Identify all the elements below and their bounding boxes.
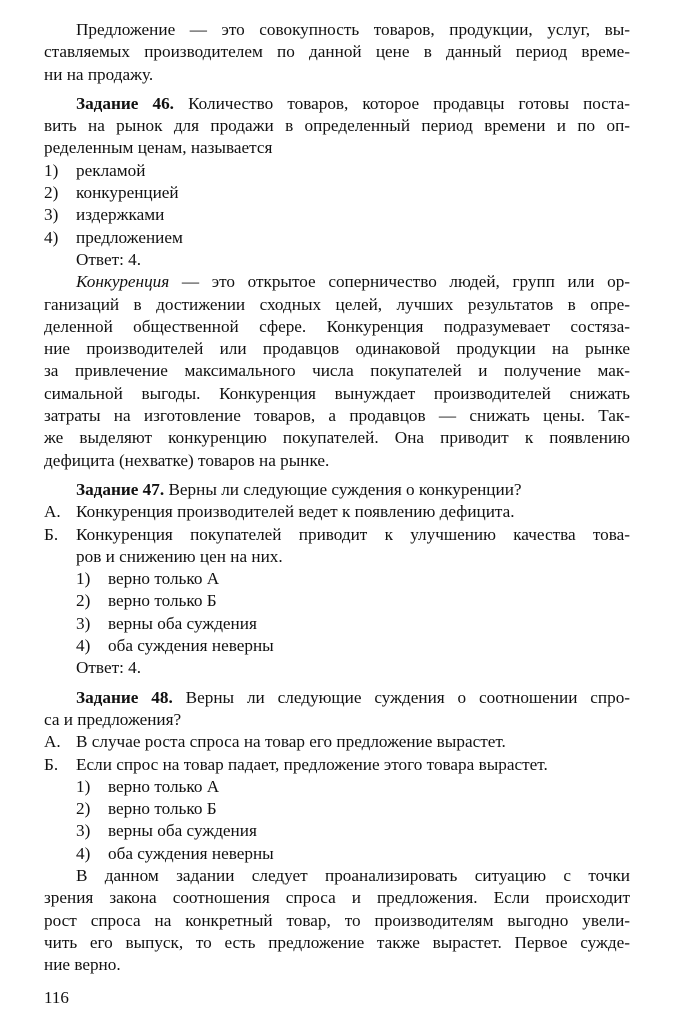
text-line: ганизаций в достижении сходных целей, лучших результатов в опре- — [44, 294, 630, 314]
text-line — [44, 271, 630, 293]
option-number: 3) — [76, 821, 91, 841]
text-line — [44, 93, 630, 115]
option — [44, 204, 630, 226]
option — [44, 635, 630, 657]
option-text: конкуренцией — [76, 183, 179, 203]
answer: Ответ: 4. — [76, 658, 142, 678]
task-title: Задание 46. — [76, 93, 174, 113]
task-text: Количество товаров, которое продавцы готовы поста- — [188, 93, 630, 113]
statement-b — [44, 524, 630, 546]
statement-letter: А. — [44, 502, 61, 522]
statement-text: В случае роста спроса на товар его предложение вырастет. — [76, 732, 506, 752]
statement-letter: Б. — [44, 524, 59, 544]
document-page — [44, 19, 630, 976]
page-number: 116 — [44, 988, 69, 1007]
option — [44, 160, 630, 182]
statement-a — [44, 501, 630, 523]
text-line: же выделяют конкуренцию покупателей. Она приводит к появлению — [44, 428, 630, 448]
option-text: рекламой — [76, 160, 146, 180]
text-line: рост спроса на конкретный товар, то производителям выгодно увели- — [44, 910, 630, 930]
text-line — [44, 479, 630, 501]
text-line: дефицита (нехватке) товаров на рынке. — [44, 450, 330, 470]
option-text: верно только Б — [108, 799, 217, 819]
option — [44, 776, 630, 798]
option-number: 3) — [44, 205, 59, 225]
statement-letter: А. — [44, 732, 61, 752]
option-text: оба суждения неверны — [108, 636, 274, 656]
text-line: чить его выпуск, то есть предложение также вырастет. Первое сужде- — [44, 932, 630, 952]
task-title: Задание 48. — [76, 687, 173, 707]
competition-definition — [44, 271, 630, 472]
option — [44, 820, 630, 842]
text-line: ние производителей или продавцов одинаковой продукции на рынке — [44, 339, 630, 359]
option — [44, 590, 630, 612]
task-46 — [44, 93, 630, 271]
text-line: зрения закона соотношения спроса и предложения. Если происходит — [44, 888, 630, 908]
option — [44, 843, 630, 865]
option-text: оба суждения неверны — [108, 843, 274, 863]
text-line: затраты на изготовление товаров, а продавцов — снижать цены. Так- — [44, 406, 630, 426]
option-number: 2) — [76, 799, 91, 819]
option — [44, 182, 630, 204]
option-text: издержками — [76, 205, 165, 225]
text-line: деленной общественной сфере. Конкуренция подразумевает состяза- — [44, 316, 630, 336]
task-text: Верны ли следующие суждения о конкуренции? — [168, 479, 522, 499]
option-text: верны оба суждения — [108, 613, 257, 633]
task-text: Верны ли следующие суждения о соотношении спро- — [185, 687, 631, 707]
statement-text: Конкуренция производителей ведет к появлению дефицита. — [76, 502, 515, 522]
task-48 — [44, 687, 630, 865]
option-number: 1) — [44, 160, 59, 180]
option — [44, 227, 630, 249]
text-line: симальной выгоды. Конкуренция вынуждает производителей снижать — [44, 383, 630, 403]
text-line: вить на рынок для продажи в определенный период времени и по оп- — [44, 116, 630, 136]
statement-text: Конкуренция покупателей приводит к улучшению качества това- — [76, 524, 630, 544]
option-number: 4) — [76, 843, 91, 863]
option-number: 2) — [44, 183, 59, 203]
text-line: за привлечение максимального числа покупателей и получение мак- — [44, 361, 630, 381]
text-line: ров и снижению цен на них. — [76, 546, 283, 566]
term: Конкуренция — [76, 272, 170, 292]
statement-letter: Б. — [44, 754, 59, 774]
option-text: верно только А — [108, 569, 220, 589]
option — [44, 568, 630, 590]
text-line: ставляемых производителем по данной цене в данный период време- — [44, 42, 630, 62]
option-text: верно только А — [108, 776, 220, 796]
text-line: ни на продажу. — [44, 64, 154, 84]
statement-a — [44, 731, 630, 753]
task-title: Задание 47. — [76, 479, 165, 499]
task-47 — [44, 479, 630, 680]
text-line: ние верно. — [44, 955, 121, 975]
text-line: ределенным ценам, называется — [44, 138, 273, 158]
option-number: 1) — [76, 776, 91, 796]
text-line: са и предложения? — [44, 709, 182, 729]
text-line — [44, 687, 630, 709]
text-line: Предложение — это совокупность товаров, продукции, услуг, вы- — [76, 20, 630, 39]
supply-definition — [44, 19, 630, 86]
explanation — [44, 865, 630, 976]
option-number: 4) — [76, 636, 91, 656]
text: — это открытое соперничество людей, групп или ор- — [181, 272, 631, 292]
option-text: верно только Б — [108, 591, 217, 611]
text-line: В данном задании следует проанализировать ситуацию с точки — [76, 865, 630, 885]
option-text: предложением — [76, 227, 183, 247]
option — [44, 798, 630, 820]
option-number: 3) — [76, 613, 91, 633]
statement-text: Если спрос на товар падает, предложение этого товара вырастет. — [76, 754, 548, 774]
option-number: 1) — [76, 569, 91, 589]
option-text: верны оба суждения — [108, 821, 257, 841]
option — [44, 613, 630, 635]
statement-b — [44, 754, 630, 776]
answer: Ответ: 4. — [76, 249, 142, 269]
option-number: 2) — [76, 591, 91, 611]
option-number: 4) — [44, 227, 59, 247]
